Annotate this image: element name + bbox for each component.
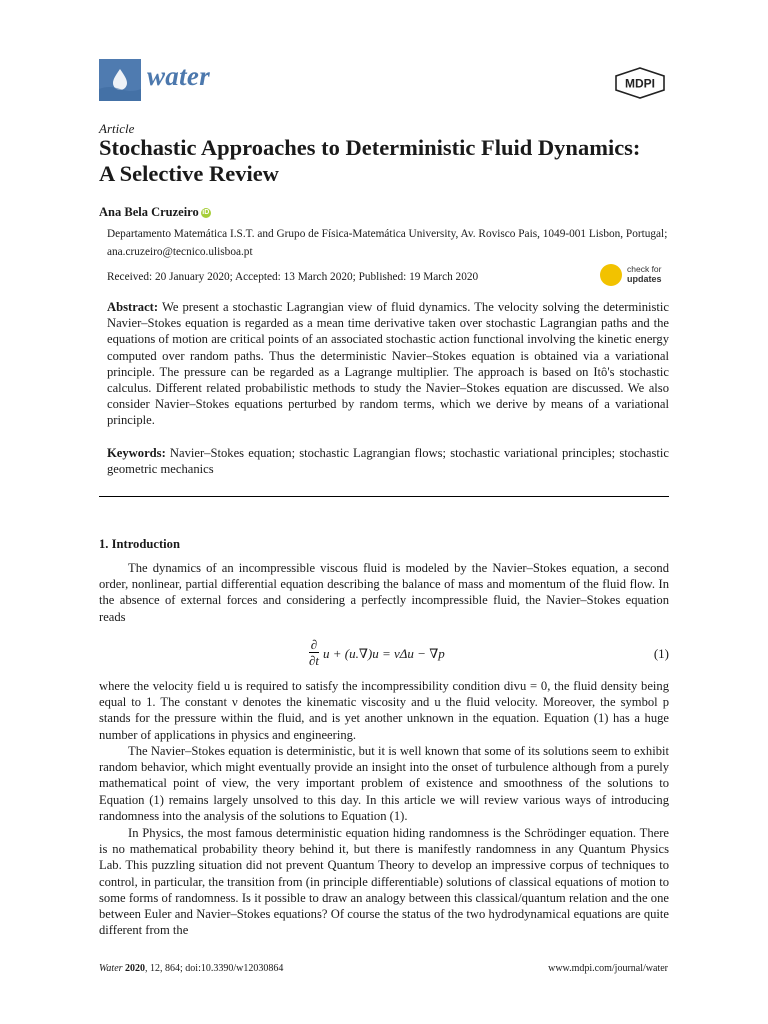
footer-citation [99,963,283,974]
orcid-icon[interactable]: iD [202,208,210,216]
check-updates-label-bottom: updates [627,274,662,284]
equation-fraction [309,638,319,668]
abstract-label: Abstract: [107,300,159,314]
check-for-updates-button[interactable] [600,263,670,289]
paper-title: Stochastic Approaches to Deterministic Fluid Dynamics: A Selective Review [99,135,641,186]
section-heading: 1. Introduction [99,537,180,551]
paragraph-4: In Physics, the most famous deterministic equation hiding randomness is the Schrödinger equation. There is no mathematical probability theory behind it, but there is manifestly randomness in any Quantum Physics Lab. This puzzling situation did not prevent Quantum Theory to develop an impressive corpus of techniques to control, in particular, the transition from (in principle differentiable) solutions of classical equations of motion to some forms of randomness. Is it possible to draw an analogy between this classical/quantum relation and the one between Euler and Navier–Stokes equations? Of course the status of the two hydrodynamical equations are quite different from the [99,826,669,938]
paragraph-3: The Navier–Stokes equation is deterministic, but it is well known that some of its solutions seem to exhibit random behavior, which might eventually provide an insight into the onset of turbulence although from a purely mathematical point of view, the very important problem of existence and smoothness of the solutions to Equation (1) remains largely unsolved to this day. In this article we will review various ways of introducing randomness into the analysis of the solutions to Equation (1). [99,744,669,823]
footer-journal: Water [99,963,123,974]
abstract-text: We present a stochastic Lagrangian view of fluid dynamics. The velocity solving the deterministic Navier–Stokes equation is regarded as a mean time derivative taken over stochastic Lagrangian paths and the equations of motion are critical points of an associated stochastic action functional involving the kinetic energy computed over random paths. Thus the deterministic Navier–Stokes equation is obtained via a variational principle. The pressure can be regarded as a Lagrange multiplier. The approach is based on Itô's stochastic calculus. Different related probabilistic methods to study the Navier–Stokes equation are discussed. We also consider Navier–Stokes equations perturbed by random terms, which we derive by means of a variational principle. [107,300,669,428]
keywords-label: Keywords: [107,446,166,460]
author-name: Ana Bela Cruzeiro [99,205,199,219]
publication-dates: Received: 20 January 2020; Accepted: 13 March 2020; Published: 19 March 2020 [107,271,479,283]
water-drop-icon [99,59,141,101]
mdpi-logo-icon [612,67,668,99]
paragraph-2: where the velocity field u is required to satisfy the incompressibility condition divu = 0, the fluid density being equal to 1. The constant ν denotes the kinematic viscosity and u the fluid velocity. Moreover, the symbol p stands for the pressure within the fluid, and is yet another unknown in the equation. Equation (1) has a huge number of applications in physics and engineering. [99,679,669,742]
footer-year: 2020 [125,963,146,974]
equation-number: (1) [653,646,669,661]
article-type: Article [99,121,135,136]
equation-numerator: ∂ [310,637,318,652]
equation-denominator: ∂t [309,653,320,668]
journal-name: water [147,61,211,91]
equation-body: u + (u.∇)u = νΔu − ∇p [323,646,445,661]
abstract [107,299,669,429]
equation-1 [99,638,669,670]
footer-url-link[interactable]: www.mdpi.com/journal/water [548,963,668,974]
keywords [107,445,669,477]
author-line [99,205,211,220]
footer-doi: , 12, 864; doi:10.3390/w12030864 [145,963,284,974]
check-updates-icon [600,264,622,286]
check-updates-label-top: check for [627,264,662,274]
affiliation: Departamento Matemática I.S.T. and Grupo de Física-Matemática University, Av. Rovisco Pais, 1049-001 Lisbon, Portugal; ana.cruzeiro@tecnico.ulisboa.pt [107,228,668,258]
paragraph-1: The dynamics of an incompressible viscous fluid is modeled by the Navier–Stokes equation, a second order, nonlinear, partial differential equation describing the balance of mass and momentum of the fluid flow. In the absence of external forces and considering a perfectly incompressible fluid, the Navier–Stokes equation reads [99,561,669,624]
journal-logo-icon [99,59,141,101]
keywords-text: Navier–Stokes equation; stochastic Lagrangian flows; stochastic variational principles; stochastic geometric mechanics [107,446,669,477]
divider [99,496,669,497]
publisher-name: MDPI [625,76,655,91]
